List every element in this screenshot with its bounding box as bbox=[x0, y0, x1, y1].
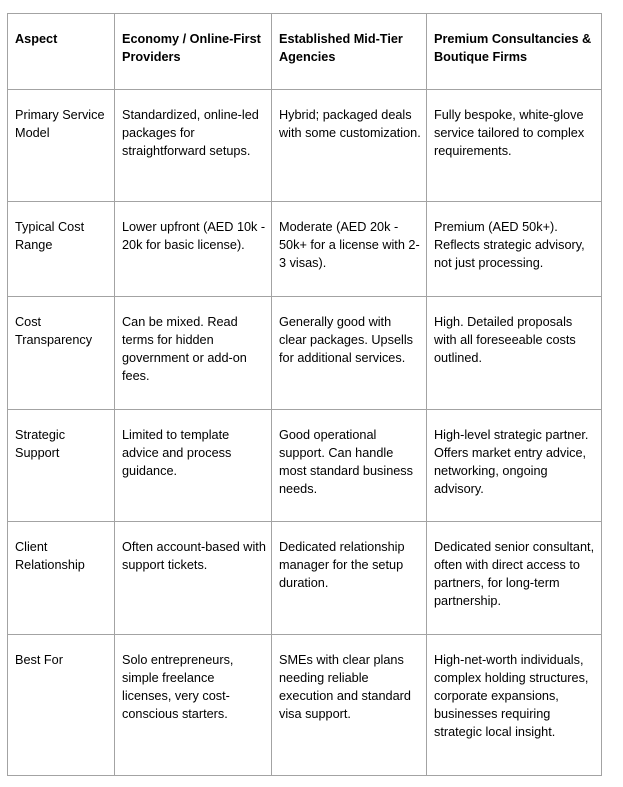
table-header-row bbox=[8, 14, 602, 90]
table-row bbox=[8, 90, 602, 202]
table-row bbox=[8, 202, 602, 297]
table-cell: Limited to template advice and process guidance. bbox=[115, 410, 272, 522]
row-label: Client Relationship bbox=[8, 522, 115, 635]
table-cell: Good operational support. Can handle most standard business needs. bbox=[272, 410, 427, 522]
table-cell: High-level strategic partner. Offers market entry advice, networking, ongoing advisory. bbox=[427, 410, 602, 522]
table-cell: Dedicated senior consultant, often with direct access to partners, for long-term partnership. bbox=[427, 522, 602, 635]
table-cell: Fully bespoke, white-glove service tailored to complex requirements. bbox=[427, 90, 602, 202]
row-label: Typical Cost Range bbox=[8, 202, 115, 297]
row-label: Cost Transparency bbox=[8, 297, 115, 410]
comparison-table bbox=[7, 13, 602, 776]
table-cell: Can be mixed. Read terms for hidden government or add-on fees. bbox=[115, 297, 272, 410]
table-cell: Generally good with clear packages. Upsells for additional services. bbox=[272, 297, 427, 410]
table-cell: Standardized, online-led packages for straightforward setups. bbox=[115, 90, 272, 202]
table-cell: Solo entrepreneurs, simple freelance licenses, very cost-conscious starters. bbox=[115, 635, 272, 776]
table-row bbox=[8, 297, 602, 410]
header-economy: Economy / Online-First Providers bbox=[115, 14, 272, 90]
table-cell: Moderate (AED 20k - 50k+ for a license with 2-3 visas). bbox=[272, 202, 427, 297]
header-mid-tier: Established Mid-Tier Agencies bbox=[272, 14, 427, 90]
row-label: Best For bbox=[8, 635, 115, 776]
table-cell: SMEs with clear plans needing reliable execution and standard visa support. bbox=[272, 635, 427, 776]
table-row bbox=[8, 635, 602, 776]
row-label: Strategic Support bbox=[8, 410, 115, 522]
table-cell: Premium (AED 50k+). Reflects strategic advisory, not just processing. bbox=[427, 202, 602, 297]
table-cell: High. Detailed proposals with all foreseeable costs outlined. bbox=[427, 297, 602, 410]
row-label: Primary Service Model bbox=[8, 90, 115, 202]
table-cell: Often account-based with support tickets. bbox=[115, 522, 272, 635]
table-cell: High-net-worth individuals, complex holding structures, corporate expansions, businesses requiring strategic local insight. bbox=[427, 635, 602, 776]
header-aspect: Aspect bbox=[8, 14, 115, 90]
table-cell: Lower upfront (AED 10k - 20k for basic license). bbox=[115, 202, 272, 297]
table-row bbox=[8, 410, 602, 522]
table-row bbox=[8, 522, 602, 635]
table-cell: Hybrid; packaged deals with some customization. bbox=[272, 90, 427, 202]
header-premium: Premium Consultancies & Boutique Firms bbox=[427, 14, 602, 90]
table-cell: Dedicated relationship manager for the setup duration. bbox=[272, 522, 427, 635]
